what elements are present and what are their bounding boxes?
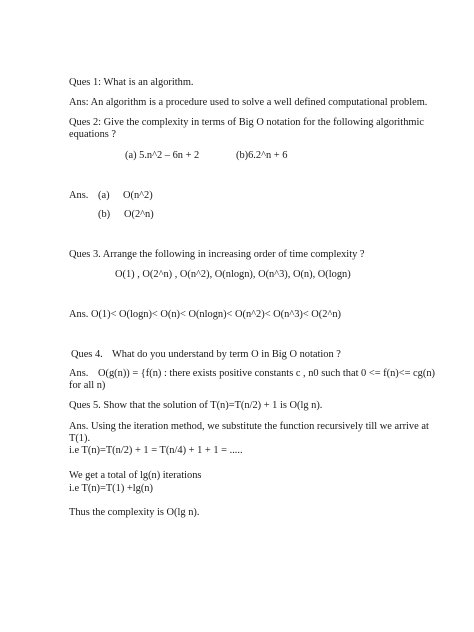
answer-4-label: Ans. — [69, 368, 89, 379]
question-2-text: Give the complexity in terms of Big O notation for the following algorithmic — [103, 117, 424, 128]
answer-5-line-3: i.e T(n)=T(n/2) + 1 = T(n/4) + 1 + 1 = ..... — [69, 445, 243, 456]
answer-3 — [69, 309, 341, 321]
answer-2-a-value: O(n^2) — [123, 190, 153, 201]
answer-4-line-1: O(g(n)) = {f(n) : there exists positive constants c , n0 such that 0 <= f(n)<= cg(n) — [98, 368, 435, 379]
answer-1 — [69, 97, 427, 109]
question-1-text: What is an algorithm. — [103, 77, 194, 88]
answer-1-text: An algorithm is a procedure used to solve a well defined computational problem. — [90, 97, 428, 108]
question-4-text: What do you understand by term O in Big O notation ? — [112, 349, 341, 360]
question-2-line-1 — [69, 117, 424, 129]
answer-2-a-tag: (a) — [98, 190, 110, 201]
question-1-label: Ques 1: — [69, 77, 102, 88]
answer-2-b-value: O(2^n) — [124, 209, 154, 220]
question-3-text: Arrange the following in increasing order of time complexity ? — [102, 249, 365, 260]
answer-2-b-tag: (b) — [98, 209, 111, 220]
question-3-label: Ques 3. — [69, 249, 101, 260]
question-5-label: Ques 5. — [69, 400, 101, 411]
answer-5-line-4: We get a total of lg(n) iterations — [69, 470, 202, 481]
answer-1-label: Ans: — [69, 97, 89, 108]
answer-3-label: Ans. — [69, 309, 89, 320]
question-4-label: Ques 4. — [71, 349, 103, 360]
answer-5-line-2: T(1). — [69, 433, 91, 444]
question-5 — [69, 400, 322, 412]
question-5-text: Show that the solution of T(n)=T(n/2) + 1 is O(lg n). — [103, 400, 323, 411]
question-2-option-b: (b)6.2^n + 6 — [236, 150, 288, 161]
answer-3-text: O(1)< O(logn)< O(n)< O(nlogn)< O(n^2)< O(n^3)< O(2^n) — [90, 309, 341, 320]
question-1 — [69, 77, 194, 89]
question-2-line-2: equations ? — [69, 129, 117, 140]
question-2-label: Ques 2: — [69, 117, 102, 128]
question-3-list: O(1) , O(2^n) , O(n^2), O(nlogn), O(n^3), O(n), O(logn) — [115, 269, 351, 280]
question-3 — [69, 249, 365, 261]
question-2-option-a: (a) 5.n^2 – 6n + 2 — [125, 150, 200, 161]
answer-5-line-1: Ans. Using the iteration method, we substitute the function recursively till we arrive at — [69, 421, 429, 432]
answer-5-line-6: Thus the complexity is O(lg n). — [69, 507, 200, 518]
answer-2-label: Ans. — [69, 190, 89, 201]
answer-4-line-2: for all n) — [69, 380, 106, 391]
answer-5-line-5: i.e T(n)=T(1) +lg(n) — [69, 483, 153, 494]
